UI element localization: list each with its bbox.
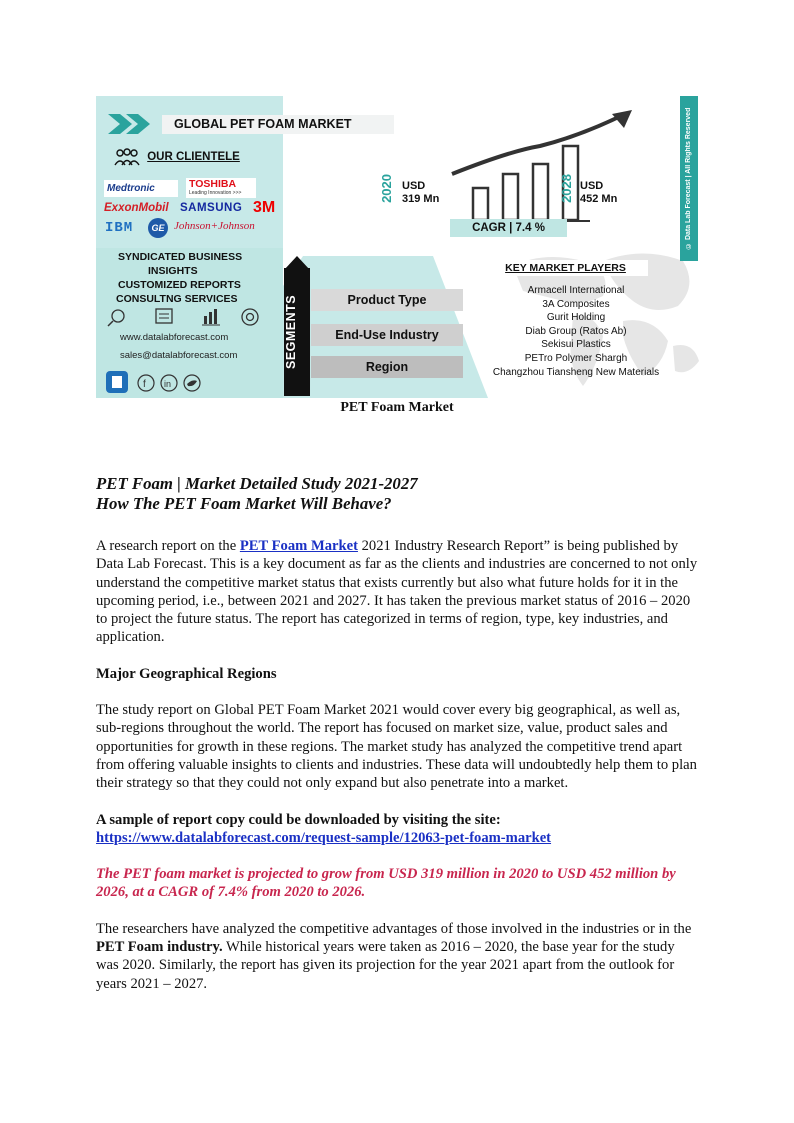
- people-icon: [114, 148, 140, 166]
- start-year-label: 2020: [379, 174, 394, 203]
- pet-foam-market-link[interactable]: PET Foam Market: [239, 538, 358, 554]
- article-heading-line-2: How The PET Foam Market Will Behave?: [96, 494, 392, 513]
- toshiba-logo: [186, 178, 256, 198]
- key-player: Gurit Holding: [546, 312, 606, 324]
- intro-paragraph: [96, 537, 700, 647]
- exxonmobil-logo: ExxonMobil: [104, 202, 169, 214]
- start-value: [402, 180, 439, 206]
- facebook-icon: [138, 375, 154, 391]
- article-heading-line-1: PET Foam | Market Detailed Study 2021-2027: [96, 474, 418, 493]
- brand-logo-icon: [106, 371, 128, 393]
- johnson-and-johnson-logo: Johnson+Johnson: [174, 220, 255, 232]
- double-arrow-icon: [106, 112, 166, 136]
- regions-heading: Major Geographical Regions: [96, 665, 277, 682]
- sample-label: A sample of report copy could be downloaded by visiting the site:: [96, 811, 501, 828]
- end-amount: 452 Mn: [580, 193, 618, 205]
- key-player: Changzhou Tiansheng New Materials: [492, 366, 660, 378]
- service-line: CUSTOMIZED REPORTS: [118, 279, 241, 291]
- social-icons: [104, 370, 224, 394]
- intro-prefix: A research report on the: [96, 538, 240, 554]
- key-player: Armacell International: [527, 285, 625, 296]
- segment-product-type: Product Type: [311, 289, 463, 311]
- segment-end-use-industry: End-Use Industry: [311, 324, 463, 346]
- bar-chart-icon: [202, 309, 220, 325]
- report-icon: [156, 309, 172, 323]
- linkedin-icon: [161, 375, 177, 391]
- start-amount: 319 Mn: [402, 193, 440, 205]
- figure-caption: PET Foam Market: [340, 400, 454, 415]
- 3m-logo: 3M: [253, 199, 276, 216]
- clientele-heading: [114, 148, 240, 168]
- toshiba-wordmark: TOSHIBA: [189, 178, 237, 190]
- key-player: 3A Composites: [542, 298, 610, 310]
- service-icons: [104, 306, 264, 328]
- service-line: SYNDICATED BUSINESS: [118, 251, 243, 263]
- infographic-title: GLOBAL PET FOAM MARKET: [162, 115, 394, 134]
- ge-logo: GE: [148, 218, 168, 238]
- key-players-title: KEY MARKET PLAYERS: [483, 260, 648, 276]
- copyright-text: © Data Lab Forecast | All Rights Reserved: [685, 107, 692, 250]
- svg-text:f: f: [143, 379, 146, 390]
- samsung-logo: SAMSUNG: [180, 202, 243, 214]
- sample-url-link[interactable]: https://www.datalabforecast.com/request-sample/12063-pet-foam-market: [96, 829, 552, 846]
- closing-bold: PET Foam industry.: [96, 939, 223, 956]
- article-body: [96, 474, 700, 993]
- svg-text:in: in: [164, 379, 172, 389]
- segment-region: Region: [311, 356, 463, 378]
- email-text: sales@datalabforecast.com: [120, 350, 238, 361]
- projection-paragraph: The PET foam market is projected to grow from USD 319 million in 2020 to USD 452 million by 2026, at a CAGR of 7.4% from 2020 to 2026.: [96, 866, 676, 901]
- end-value: [580, 180, 617, 206]
- services-panel: [96, 248, 283, 398]
- magnifier-icon: [108, 310, 124, 326]
- infographic: [96, 96, 700, 398]
- key-player: PETro Polymer Shargh: [524, 352, 628, 364]
- cagr-badge: CAGR | 7.4 %: [450, 219, 567, 237]
- regions-paragraph: The study report on Global PET Foam Market 2021 would cover every big geographical, as well as, sub-regions throughout the world. The report has focused on market size, value, product sales and opportunities for growth in these regions. The market study has analyzed the competitive trend apart from offering valuable insights to clients and industries. These data will undoubtedly help them to plan their strategy so that they could not only expand but also penetrate into a market.: [96, 702, 697, 792]
- toshiba-tagline: Leading Innovation >>>: [189, 190, 242, 196]
- closing-prefix: The researchers have analyzed the competitive advantages of those involved in the industries or in the: [96, 920, 692, 937]
- closing-rest: While historical years were taken as 2016 – 2020, the base year for the study was 2020. Similarly, the report has given its projection for the year 2021 apart from the outlook for years 2021 – 2027.: [96, 939, 675, 992]
- key-players-list: [466, 284, 686, 379]
- sample-paragraph: [96, 829, 700, 847]
- medtronic-logo: Medtronic: [104, 180, 178, 197]
- key-player: Sekisui Plastics: [541, 339, 611, 351]
- intro-rest: 2021 Industry Research Report” is being published by Data Lab Forecast. This is a key document as far as the clients and industries are concerned to not only understand the competitive market status that exists currently but also what future holds for it in the upcoming period, i.e., between 2021 and 2027. It has taken the previous market status of 2016 – 2020 to project the future status. The report has categorized in terms of region, type, key industries, and application.: [96, 538, 698, 646]
- lifebuoy-icon: [242, 309, 258, 325]
- service-line: CONSULTNG SERVICES: [116, 293, 238, 305]
- end-currency: USD: [580, 180, 604, 192]
- clientele-label: OUR CLIENTELE: [147, 151, 240, 163]
- twitter-icon: [184, 375, 200, 391]
- end-year-label: 2028: [559, 174, 574, 203]
- ibm-logo: IBM: [105, 220, 134, 236]
- key-player: Diab Group (Ratos Ab): [525, 325, 627, 337]
- website-text: www.datalabforecast.com: [120, 332, 229, 343]
- service-line: INSIGHTS: [148, 265, 198, 277]
- start-currency: USD: [402, 180, 426, 192]
- closing-paragraph: [96, 920, 700, 993]
- segments-label: SEGMENTS: [284, 294, 298, 370]
